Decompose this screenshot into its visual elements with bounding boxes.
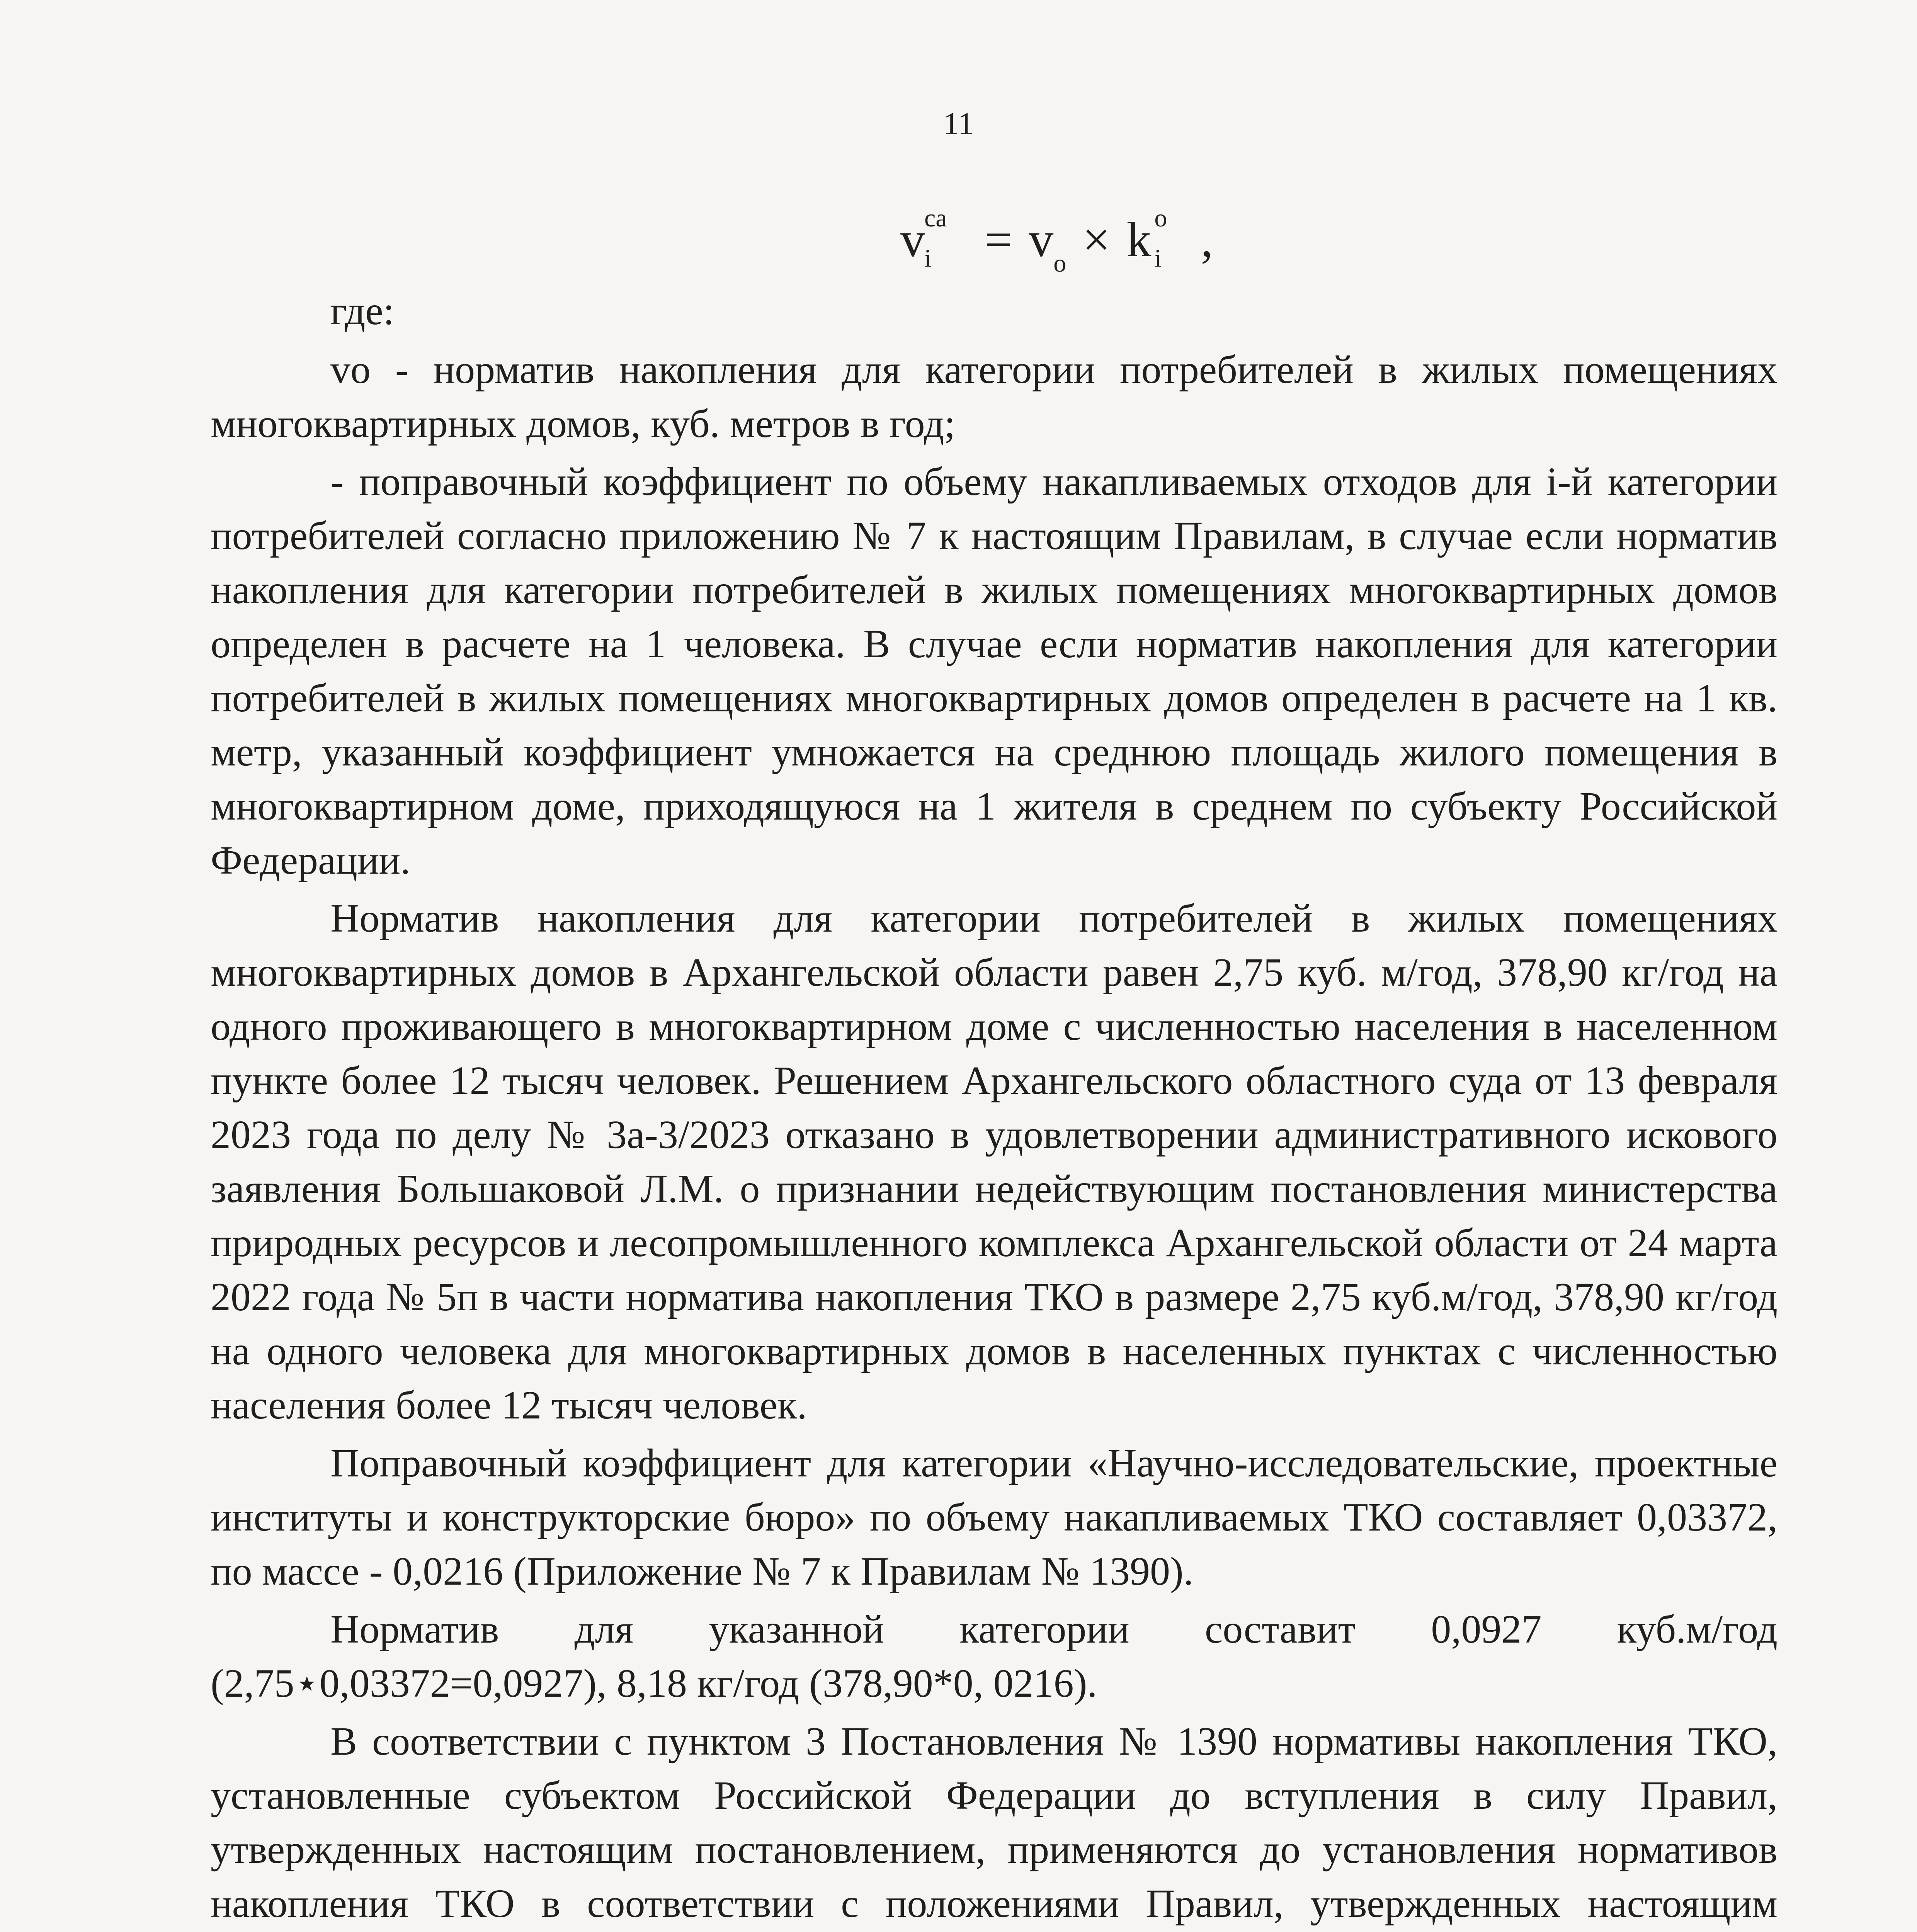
formula-lhs-superscript: ca bbox=[924, 204, 947, 232]
formula-k-symbol: k bbox=[1126, 212, 1152, 267]
formula-v0-subscript: o bbox=[1053, 249, 1067, 277]
formula-lhs-subscript: i bbox=[924, 244, 932, 272]
paragraph-where: где: bbox=[330, 289, 395, 333]
paragraph-point-3: В соответствии с пунктом 3 Постановления № 1390 нормативы накопления ТКО, установленные субъектом Российской Федерации до вступления в силу Правил, утвержденных настоящим постановлением, применяются до установления нормативов накопления ТКО в соответствии с положениями Правил, утвержденных настоящим bbox=[211, 1719, 1778, 1926]
formula-trailing: , bbox=[1201, 212, 1213, 267]
paragraph-norm-arkhangelsk: Норматив накопления для категории потребителей в жилых помещениях многоквартирных домов в Архангельской области равен 2,75 куб. м/год, 378,90 кг/год на одного проживающего в многоквартирном доме с численностью населения в населенном пункте более 12 тысяч человек. Решением Архангельского областного суда от 13 февраля 2023 года по делу № 3а-3/2023 отказано в удовлетворении административного искового заявления Большаковой Л.М. о признании недействующим постановления министерства природных ресурсов и лесопромышленного комплекса Архангельской области от 24 марта 2022 года № 5п в части норматива накопления ТКО в размере 2,75 куб.м/год, 378,90 кг/год на одного человека для многоквартирных домов в населенных пунктах с численностью населения более 12 тысяч человек. bbox=[211, 896, 1778, 1427]
formula-k bbox=[1126, 204, 1188, 272]
paragraph-coefficient-definition: - поправочный коэффициент по объему накапливаемых отходов для i-й категории потребителей согласно приложению № 7 к настоящим Правилам, в случае если норматив накопления для категории потребителей в жилых помещениях многоквартирных домов определен в расчете на 1 человека. В случае если норматив накопления для категории потребителей в жилых помещениях многоквартирных домов определен в расчете на 1 кв. метр, указанный коэффициент умножается на среднюю площадь жилого помещения в многоквартирном доме, приходящуюся на 1 жителя в среднем по субъекту Российской Федерации. bbox=[211, 459, 1778, 883]
formula-equals: = bbox=[985, 212, 1013, 267]
formula-v0-symbol: v bbox=[1029, 212, 1054, 267]
body-text bbox=[211, 284, 1778, 1932]
paragraph-vo-definition: vo - норматив накопления для категории потребителей в жилых помещениях многоквартирных домов, куб. метров в год; bbox=[211, 347, 1778, 446]
formula-times: × bbox=[1082, 212, 1111, 267]
formula-lhs-symbol: v bbox=[900, 212, 925, 267]
formula-k-superscript: o bbox=[1154, 204, 1167, 232]
paragraph-correction-coefficient: Поправочный коэффициент для категории «Научно-исследовательские, проектные институты и конструкторские бюро» по объему накапливаемых ТКО составляет 0,03372, по массе - 0,0216 (Приложение № 7 к Правилам № 1390). bbox=[211, 1441, 1778, 1594]
formula-lhs bbox=[900, 204, 947, 272]
formula-k-subscript: i bbox=[1154, 244, 1162, 272]
page-number: 11 bbox=[943, 106, 974, 141]
formula bbox=[900, 204, 1213, 279]
paragraph-norm-calculation: Норматив для указанной категории составит 0,0927 куб.м/год (2,75⋆0,03372=0,0927), 8,18 кг/год (378,90*0, 0216). bbox=[211, 1607, 1778, 1706]
